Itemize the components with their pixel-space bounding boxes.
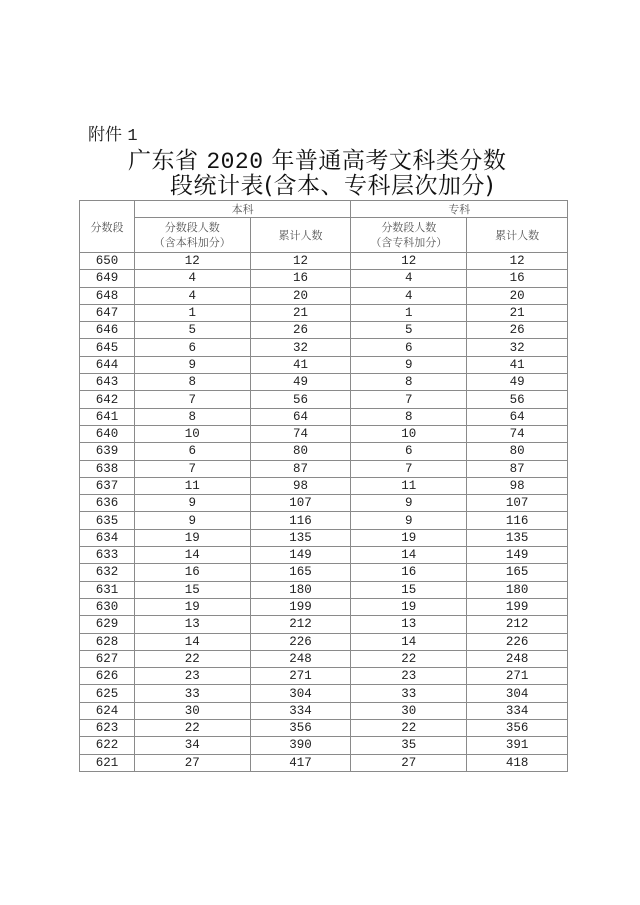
cell-score: 630	[80, 598, 135, 615]
cell-undergrad-cumulative: 165	[250, 564, 351, 581]
table-row	[80, 443, 568, 460]
cell-college-cumulative: 165	[467, 564, 568, 581]
cell-college-cumulative: 304	[467, 685, 568, 702]
cell-score: 635	[80, 512, 135, 529]
title-prefix: 广东省	[128, 148, 207, 174]
cell-undergrad-cumulative: 116	[250, 512, 351, 529]
cell-undergrad-count: 5	[134, 322, 250, 339]
attachment-number: 1	[127, 127, 138, 146]
cell-undergrad-count: 6	[134, 339, 250, 356]
cell-score: 629	[80, 616, 135, 633]
cell-score: 646	[80, 322, 135, 339]
table-row	[80, 702, 568, 719]
cell-college-cumulative: 98	[467, 477, 568, 494]
header-undergrad-count-line1: 分数段人数	[164, 221, 220, 234]
cell-college-count: 7	[351, 460, 467, 477]
cell-college-count: 33	[351, 685, 467, 702]
cell-college-cumulative: 20	[467, 287, 568, 304]
cell-score: 621	[80, 754, 135, 771]
cell-undergrad-cumulative: 12	[250, 253, 351, 270]
cell-undergrad-count: 4	[134, 287, 250, 304]
cell-undergrad-cumulative: 135	[250, 529, 351, 546]
cell-undergrad-cumulative: 74	[250, 425, 351, 442]
title-year: 2020	[206, 149, 264, 175]
cell-undergrad-count: 13	[134, 616, 250, 633]
cell-college-cumulative: 248	[467, 650, 568, 667]
header-college-count-line2: （含专科加分）	[370, 236, 448, 249]
cell-score: 639	[80, 443, 135, 460]
cell-undergrad-cumulative: 87	[250, 460, 351, 477]
table-row	[80, 425, 568, 442]
cell-score: 647	[80, 304, 135, 321]
cell-college-count: 30	[351, 702, 467, 719]
cell-score: 627	[80, 650, 135, 667]
cell-college-cumulative: 116	[467, 512, 568, 529]
cell-college-cumulative: 49	[467, 374, 568, 391]
score-distribution-table	[79, 200, 568, 772]
cell-undergrad-cumulative: 20	[250, 287, 351, 304]
cell-score: 636	[80, 495, 135, 512]
cell-undergrad-count: 7	[134, 460, 250, 477]
header-undergrad-cumulative: 累计人数	[250, 218, 351, 253]
cell-college-count: 9	[351, 495, 467, 512]
cell-score: 650	[80, 253, 135, 270]
cell-undergrad-count: 16	[134, 564, 250, 581]
cell-college-count: 35	[351, 737, 467, 754]
title-suffix: 年普通高考文科类分数	[263, 148, 507, 174]
cell-undergrad-cumulative: 248	[250, 650, 351, 667]
cell-undergrad-count: 22	[134, 720, 250, 737]
cell-score: 624	[80, 702, 135, 719]
cell-college-count: 11	[351, 477, 467, 494]
attachment-word: 附件	[88, 125, 122, 145]
cell-score: 625	[80, 685, 135, 702]
cell-college-cumulative: 199	[467, 598, 568, 615]
document-title-line2: 段统计表(含本、专科层次加分)	[170, 173, 495, 199]
cell-college-count: 19	[351, 529, 467, 546]
cell-undergrad-count: 22	[134, 650, 250, 667]
cell-college-count: 8	[351, 374, 467, 391]
cell-undergrad-count: 4	[134, 270, 250, 287]
cell-undergrad-cumulative: 49	[250, 374, 351, 391]
cell-college-cumulative: 21	[467, 304, 568, 321]
cell-college-count: 15	[351, 581, 467, 598]
cell-undergrad-count: 14	[134, 633, 250, 650]
cell-score: 637	[80, 477, 135, 494]
cell-college-cumulative: 418	[467, 754, 568, 771]
cell-undergrad-cumulative: 212	[250, 616, 351, 633]
cell-undergrad-count: 30	[134, 702, 250, 719]
cell-college-cumulative: 356	[467, 720, 568, 737]
cell-undergrad-count: 10	[134, 425, 250, 442]
cell-undergrad-cumulative: 80	[250, 443, 351, 460]
cell-college-count: 4	[351, 287, 467, 304]
cell-score: 641	[80, 408, 135, 425]
cell-college-count: 22	[351, 720, 467, 737]
cell-college-cumulative: 16	[467, 270, 568, 287]
cell-college-cumulative: 212	[467, 616, 568, 633]
cell-college-count: 6	[351, 339, 467, 356]
cell-undergrad-cumulative: 32	[250, 339, 351, 356]
cell-college-count: 6	[351, 443, 467, 460]
cell-college-count: 8	[351, 408, 467, 425]
cell-undergrad-cumulative: 149	[250, 547, 351, 564]
table-row	[80, 253, 568, 270]
cell-score: 622	[80, 737, 135, 754]
cell-undergrad-count: 8	[134, 374, 250, 391]
cell-undergrad-cumulative: 180	[250, 581, 351, 598]
cell-college-cumulative: 107	[467, 495, 568, 512]
cell-score: 645	[80, 339, 135, 356]
table-row	[80, 650, 568, 667]
cell-undergrad-count: 9	[134, 512, 250, 529]
cell-undergrad-cumulative: 64	[250, 408, 351, 425]
cell-undergrad-count: 9	[134, 356, 250, 373]
cell-undergrad-count: 8	[134, 408, 250, 425]
cell-college-count: 19	[351, 598, 467, 615]
cell-undergrad-count: 34	[134, 737, 250, 754]
cell-undergrad-count: 23	[134, 668, 250, 685]
cell-undergrad-cumulative: 271	[250, 668, 351, 685]
cell-college-cumulative: 32	[467, 339, 568, 356]
cell-score: 632	[80, 564, 135, 581]
cell-college-cumulative: 391	[467, 737, 568, 754]
table-row	[80, 616, 568, 633]
cell-undergrad-count: 33	[134, 685, 250, 702]
cell-score: 644	[80, 356, 135, 373]
table-row	[80, 720, 568, 737]
cell-college-count: 13	[351, 616, 467, 633]
table-row	[80, 512, 568, 529]
header-college-group: 专科	[351, 201, 568, 218]
cell-undergrad-count: 9	[134, 495, 250, 512]
cell-college-cumulative: 26	[467, 322, 568, 339]
table-row	[80, 495, 568, 512]
cell-undergrad-cumulative: 26	[250, 322, 351, 339]
header-undergrad-group: 本科	[134, 201, 351, 218]
cell-undergrad-count: 11	[134, 477, 250, 494]
cell-undergrad-cumulative: 304	[250, 685, 351, 702]
cell-undergrad-count: 6	[134, 443, 250, 460]
cell-college-cumulative: 271	[467, 668, 568, 685]
cell-college-cumulative: 41	[467, 356, 568, 373]
cell-undergrad-count: 19	[134, 598, 250, 615]
table-row	[80, 270, 568, 287]
cell-college-count: 1	[351, 304, 467, 321]
table-row	[80, 668, 568, 685]
cell-undergrad-cumulative: 41	[250, 356, 351, 373]
cell-undergrad-count: 1	[134, 304, 250, 321]
cell-college-cumulative: 64	[467, 408, 568, 425]
cell-college-count: 22	[351, 650, 467, 667]
cell-college-cumulative: 135	[467, 529, 568, 546]
cell-undergrad-cumulative: 356	[250, 720, 351, 737]
table-body	[80, 253, 568, 772]
cell-score: 633	[80, 547, 135, 564]
table-row	[80, 304, 568, 321]
table-row	[80, 339, 568, 356]
header-score-segment: 分数段	[80, 201, 135, 253]
table-row	[80, 287, 568, 304]
cell-college-cumulative: 56	[467, 391, 568, 408]
cell-college-cumulative: 87	[467, 460, 568, 477]
header-college-cumulative: 累计人数	[467, 218, 568, 253]
table-row	[80, 477, 568, 494]
cell-score: 631	[80, 581, 135, 598]
table-row	[80, 564, 568, 581]
cell-undergrad-count: 7	[134, 391, 250, 408]
cell-college-cumulative: 74	[467, 425, 568, 442]
cell-score: 623	[80, 720, 135, 737]
cell-score: 634	[80, 529, 135, 546]
table-row	[80, 581, 568, 598]
cell-college-count: 4	[351, 270, 467, 287]
cell-college-count: 16	[351, 564, 467, 581]
table-row	[80, 374, 568, 391]
header-college-count-line1: 分数段人数	[381, 221, 437, 234]
cell-college-count: 27	[351, 754, 467, 771]
cell-college-count: 7	[351, 391, 467, 408]
cell-score: 638	[80, 460, 135, 477]
cell-undergrad-count: 19	[134, 529, 250, 546]
table-row	[80, 737, 568, 754]
cell-college-count: 14	[351, 633, 467, 650]
cell-undergrad-count: 14	[134, 547, 250, 564]
cell-undergrad-count: 15	[134, 581, 250, 598]
cell-undergrad-count: 12	[134, 253, 250, 270]
cell-college-count: 10	[351, 425, 467, 442]
cell-score: 640	[80, 425, 135, 442]
table-row	[80, 633, 568, 650]
cell-score: 643	[80, 374, 135, 391]
table-row	[80, 529, 568, 546]
cell-undergrad-cumulative: 16	[250, 270, 351, 287]
table-row	[80, 460, 568, 477]
cell-score: 642	[80, 391, 135, 408]
cell-undergrad-cumulative: 390	[250, 737, 351, 754]
cell-college-cumulative: 226	[467, 633, 568, 650]
cell-undergrad-cumulative: 199	[250, 598, 351, 615]
cell-undergrad-cumulative: 107	[250, 495, 351, 512]
cell-undergrad-cumulative: 56	[250, 391, 351, 408]
cell-college-cumulative: 80	[467, 443, 568, 460]
header-undergrad-count-line2: （含本科加分）	[153, 236, 231, 249]
cell-college-count: 14	[351, 547, 467, 564]
table-row	[80, 391, 568, 408]
header-undergrad-count	[134, 218, 250, 253]
cell-score: 648	[80, 287, 135, 304]
table-row	[80, 754, 568, 771]
cell-college-cumulative: 149	[467, 547, 568, 564]
cell-college-count: 9	[351, 512, 467, 529]
table-row	[80, 685, 568, 702]
table-row	[80, 356, 568, 373]
cell-college-cumulative: 334	[467, 702, 568, 719]
cell-college-count: 12	[351, 253, 467, 270]
cell-undergrad-cumulative: 334	[250, 702, 351, 719]
cell-score: 626	[80, 668, 135, 685]
table-row	[80, 408, 568, 425]
cell-undergrad-cumulative: 226	[250, 633, 351, 650]
cell-undergrad-count: 27	[134, 754, 250, 771]
cell-college-count: 9	[351, 356, 467, 373]
table-row	[80, 598, 568, 615]
cell-undergrad-cumulative: 417	[250, 754, 351, 771]
table-row	[80, 322, 568, 339]
cell-undergrad-cumulative: 98	[250, 477, 351, 494]
cell-college-count: 23	[351, 668, 467, 685]
table-row	[80, 547, 568, 564]
cell-score: 649	[80, 270, 135, 287]
cell-score: 628	[80, 633, 135, 650]
cell-college-cumulative: 180	[467, 581, 568, 598]
cell-college-count: 5	[351, 322, 467, 339]
cell-college-cumulative: 12	[467, 253, 568, 270]
cell-undergrad-cumulative: 21	[250, 304, 351, 321]
header-college-count	[351, 218, 467, 253]
